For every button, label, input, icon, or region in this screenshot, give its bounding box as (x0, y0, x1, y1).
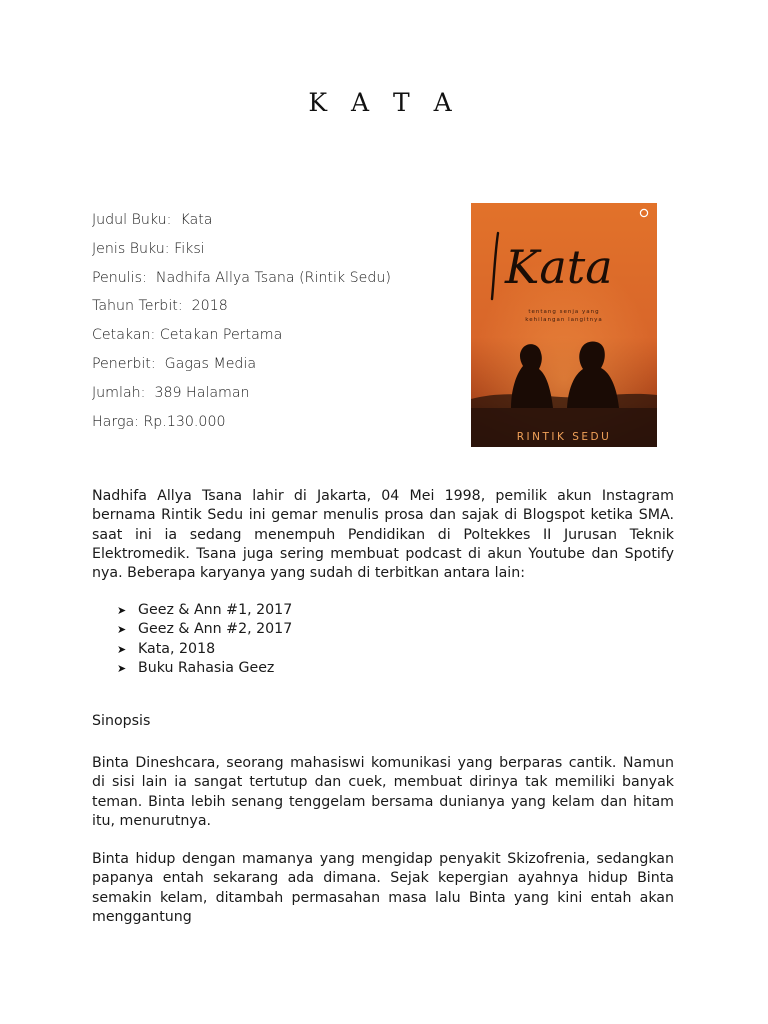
book-cover-image (471, 203, 657, 447)
book-info (92, 208, 432, 438)
arrow-bullet-icon: ➤ (117, 661, 127, 675)
document-title: K A T A (308, 88, 460, 117)
list-item (117, 659, 292, 678)
info-label: Judul Buku: (92, 212, 172, 228)
info-value: Rp.130.000 (143, 413, 226, 430)
info-label: Jumlah: (92, 384, 146, 401)
cover-tagline: tentang senja yang (528, 309, 600, 315)
info-label: Penulis: (92, 269, 147, 286)
info-value: 2018 (191, 298, 228, 315)
info-value: Nadhifa Allya Tsana (Rintik Sedu) (155, 269, 391, 286)
info-label: Jenis Buku: (92, 240, 170, 257)
info-value: Fiksi (174, 240, 205, 257)
arrow-bullet-icon: ➤ (117, 604, 127, 617)
book-info-row (92, 208, 432, 237)
work-title: Geez & Ann #1, 2017 (138, 602, 293, 618)
info-label: Penerbit: (92, 355, 156, 372)
info-label: Tahun Terbit: (92, 298, 183, 315)
work-title: Geez & Ann #2, 2017 (138, 621, 293, 638)
book-info-row (92, 266, 432, 295)
cover-author: RINTIK SEDU (516, 431, 612, 443)
cover-title: Kata (505, 240, 613, 294)
work-title: Buku Rahasia Geez (138, 659, 275, 676)
info-label: Cetakan: (92, 327, 156, 344)
author-bio: Nadhifa Allya Tsana lahir di Jakarta, 04 Mei 1998, pemilik akun Instagram bernama Rintik Sedu ini gemar menulis prosa dan sajak di Blogspot ketika SMA. saat ini ia sedang menempuh Pendidikan di Poltekkes II Jurusan Teknik Elektromedik. Tsana juga sering membuat podcast di akun Youtube dan Spotify nya. Beberapa karyanya yang sudah di terbitkan antara lain: (92, 488, 674, 582)
book-info-row (92, 294, 432, 323)
cover-tagline: kehilangan langitnya (525, 317, 603, 323)
info-value: 389 Halaman (154, 384, 250, 401)
info-value: Kata (180, 212, 213, 228)
synopsis-paragraph: Binta hidup dengan mamanya yang mengidap penyakit Skizofrenia, sedangkan papanya entah sekarang ada dimana. Sejak kepergian ayahnya hidup Binta semakin kelam, ditambah permasahan masa lalu Binta yang kini entah akan menggantung (92, 851, 674, 925)
synopsis-heading: Sinopsis (92, 713, 151, 729)
info-value: Cetakan Pertama (159, 327, 283, 344)
synopsis-paragraph: Binta Dineshcara, seorang mahasiswi komunikasi yang berparas cantik. Namun di sisi lain ia sangat tertutup dan cuek, membuat dirinya tak memiliki banyak teman. Binta lebih senang tenggelam bersama dunianya yang kelam dan hitam itu, menurutnya. (92, 755, 674, 829)
arrow-bullet-icon: ➤ (117, 642, 127, 656)
work-title: Kata, 2018 (138, 640, 216, 657)
list-item (117, 640, 292, 659)
arrow-bullet-icon: ➤ (117, 623, 127, 637)
list-item (117, 601, 292, 620)
book-info-row (92, 237, 432, 266)
book-info-row (92, 352, 432, 381)
book-info-row (92, 410, 432, 439)
book-info-row (92, 381, 432, 410)
works-list (117, 601, 292, 678)
info-label: Harga: (92, 413, 139, 430)
book-info-row (92, 323, 432, 352)
info-value: Gagas Media (164, 355, 257, 372)
list-item (117, 620, 292, 639)
